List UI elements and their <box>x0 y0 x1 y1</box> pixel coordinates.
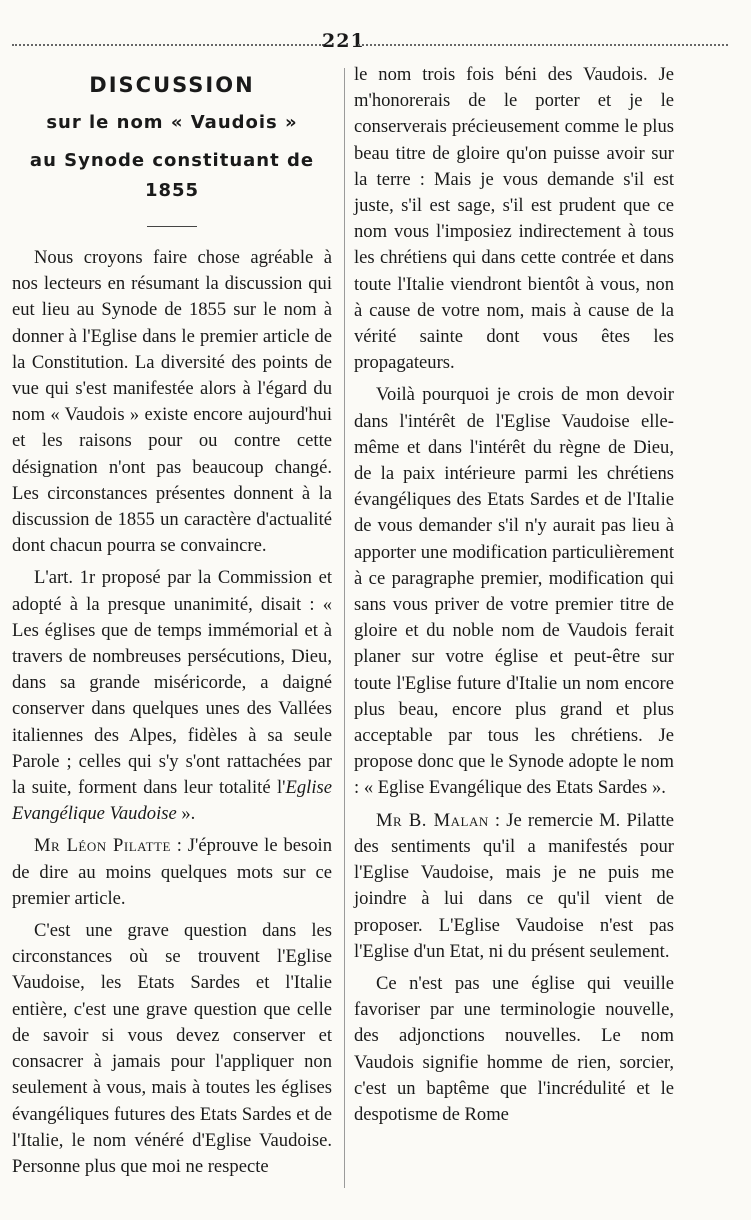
speaker-text: : J'éprouve le besoin de dire au moins quelques mots sur ce premier article. <box>12 835 332 909</box>
paragraph-article-one <box>12 565 332 827</box>
page-number: 221 <box>322 30 365 52</box>
paragraph-malan <box>354 808 674 965</box>
paragraph-pilatte <box>12 833 332 912</box>
paragraph-grave-question: C'est une grave question dans les circonstances où se trouvent l'Eglise Vaudoise, les Etats Sardes et l'Italie entière, c'est une grave question que celle de savoir si vous devez conserver et consacrer à jamais pour l'appliquer non seulement à vous, mais à toutes les églises évangéliques futures des Etats Sardes et de l'Italie, le nom vénéré d'Eglise Vaudoise. Personne plus que moi ne respecte <box>12 920 332 1177</box>
paragraph-proposal: Voilà pourquoi je crois de mon devoir dans l'intérêt de l'Eglise Vaudoise elle-même et dans l'intérêt du règne de Dieu, de la paix intérieure parmi les chrétiens évangéliques des Etats Sardes et de l'Italie de vous demander s'il n'y aurait pas lieu à apporter une modification particulièrement à ce paragraphe premier, modification qui sans vous priver de votre premier titre de gloire et du noble nom de Vaudois ferait planer sur votre église et peut-être sur toute l'Eglise future d'Italie un nom encore plus beau, encore plus grand et plus acceptable par tous les chrétiens. Je propose donc que le Synode adopte le nom : « Eglise Evangélique des Etats Sardes ». <box>354 384 674 799</box>
speaker-name: Mr Léon Pilatte <box>34 835 171 857</box>
church-name-italic: Eglise Evangélique Vaudoise <box>12 777 332 825</box>
paragraph-continuation: le nom trois fois béni des Vaudois. Je m'honorerais de le porter et je le conserverais précieusement comme le plus beau titre de gloire qu'on puisse avoir sur la terre : Mais je vous demande s'il est juste, s'il est sage, s'il est prudent que ce nom vous l'imposiez indirectement à tous les chrétiens qui dans cette contrée et dans toute l'Italie viendront bientôt à vous, non à cause de votre nom, mais à cause de la vérité sainte dont vous êtes les propagateurs. <box>354 64 674 374</box>
right-column <box>354 62 674 1134</box>
paragraph-article-one-text: L'art. 1r proposé par la Commission et adopté à la presque unanimité, disait : « Les églises que de temps immémorial et à travers de nombreuses persécutions, Dieu, dans sa grande miséricorde, a daigné conserver dans quelques unes des Vallées italiennes des Alpes, fidèles à sa seule Parole ; celles qui s'y s'ont rattachées par la suite, forment dans leur totalité l' <box>12 567 332 799</box>
left-column <box>12 62 332 1186</box>
header-dotted-rule-left <box>12 44 324 46</box>
paragraph-article-one-end: ». <box>176 803 196 825</box>
paragraph-intro: Nous croyons faire chose agréable à nos lecteurs en résumant la discussion qui eut lieu au Synode de 1855 sur le nom à donner à l'Eglise dans le premier article de la Constitution. La diversité des points de vue qui s'est manifestée alors à l'égard du nom « Vaudois » existe encore aujourd'hui et les raisons pour ou contre cette désignation n'ont pas beaucoup changé. Les circonstances présentes donnent à la discussion de 1855 un caractère d'actualité dont chacun pourra se convaincre. <box>12 247 332 557</box>
speaker-text: : Je remercie M. Pilatte des sentiments qu'il a manifestés pour l'Eglise Vaudoise, mais je ne puis me joindre à lui dans ce qu'il vient de proposer. L'Eglise Vaudoise n'est pas l'Eglise d'un Etat, ni du présent seulement. <box>354 809 674 962</box>
article-subtitle-2: au Synode constituant de 1855 <box>29 150 315 201</box>
header-dotted-rule-right <box>358 44 728 46</box>
article-title: DISCUSSION <box>89 73 255 97</box>
paragraph-terminology: Ce n'est pas une église qui veuille favoriser par une terminologie nouvelle, des adjonctions nouvelles. Le nom Vaudois signifie homme de rien, sorcier, c'est un baptême que l'incrédulité et le despotisme de Rome <box>354 972 674 1125</box>
article-subtitle: sur le nom « Vaudois » <box>46 112 298 133</box>
column-divider <box>344 68 345 1188</box>
speaker-name: Mr B. Malan <box>376 809 489 831</box>
title-separator-rule <box>147 226 197 227</box>
